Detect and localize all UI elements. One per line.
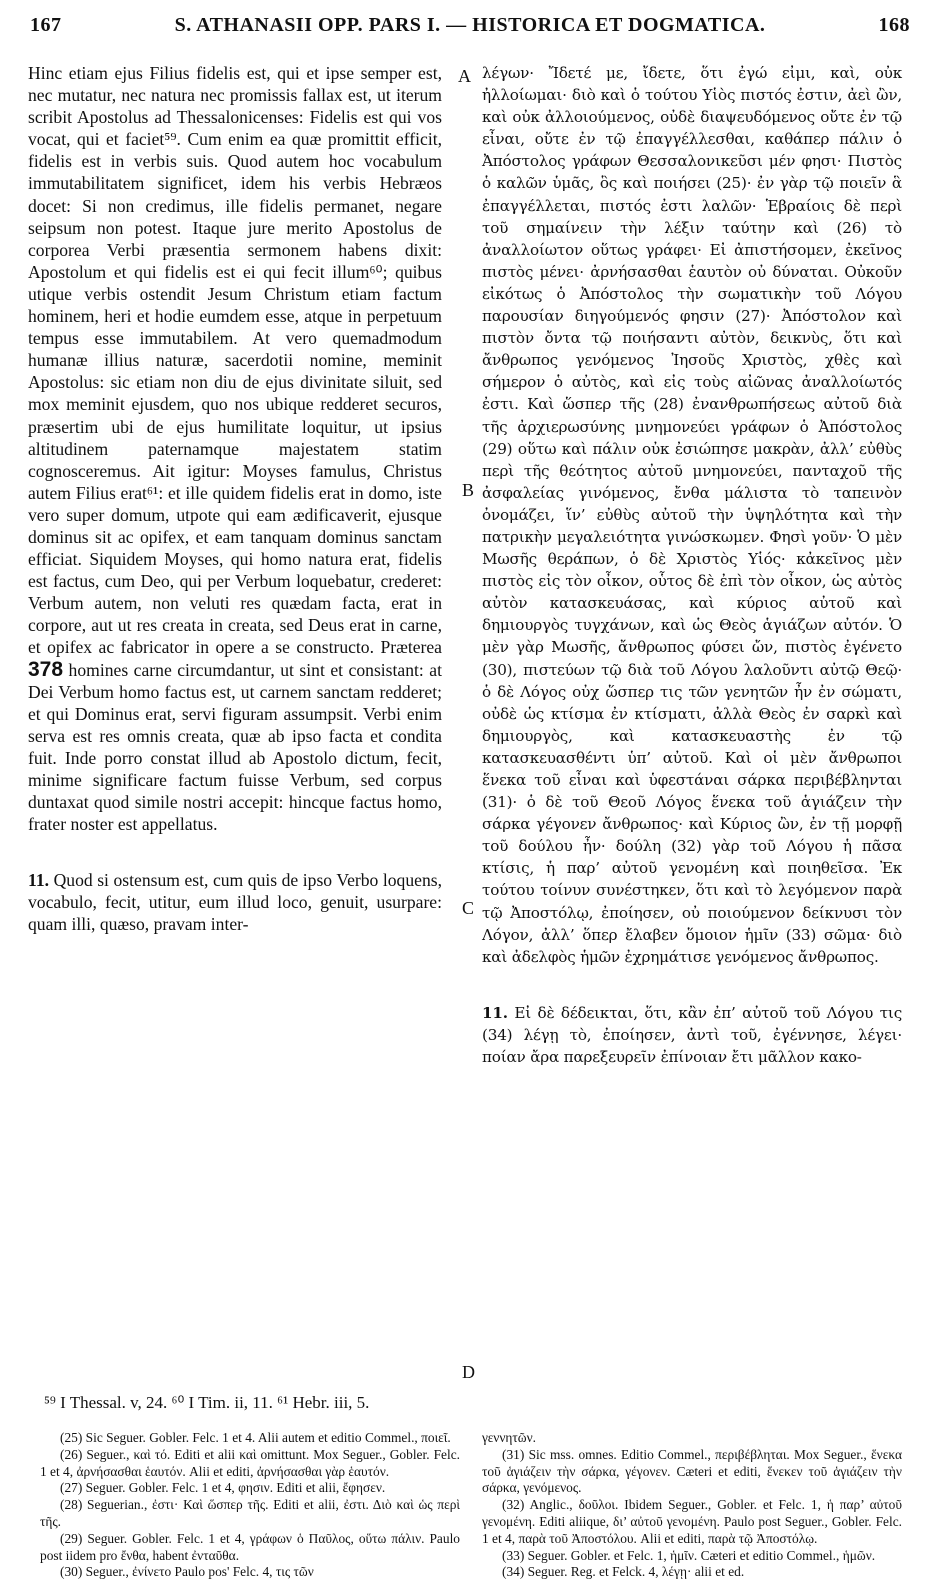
scripture-references: ⁵⁹ I Thessal. v, 24. ⁶⁰ I Tim. ii, 11. ⁶¹ Hebr. iii, 5. xyxy=(44,1393,370,1412)
greek-column xyxy=(482,62,902,1068)
footnote: (25) Sic Seguer. Gobler. Felc. 1 et 4. Alii autem et editio Commel., ποιεῖ. xyxy=(60,1430,451,1445)
greek-section-number: 11. xyxy=(482,1003,508,1022)
margin-marker-a: A xyxy=(458,66,471,86)
margin-marker-d: D xyxy=(462,1362,475,1382)
footnotes-left xyxy=(40,1430,460,1581)
footnote: (29) Seguer. Gobler. Felc. 1 et 4, γράφων ὁ Παῦλος, οὕτω πάλιν. Paulo post iidem pro ἔνθα, habent ἐνταῦθα. xyxy=(40,1530,460,1563)
footnote: (34) Seguer. Reg. et Felck. 4, λέγῃ· alii et ed. xyxy=(502,1564,745,1580)
running-header xyxy=(30,12,910,38)
greek-paragraph-1: λέγων· Ἴδετέ με, ἴδετε, ὅτι ἐγώ εἰμι, καὶ, οὐκ ἠλλοίωμαι· διὸ καὶ ὁ τούτου Υἱὸς πιστός ἐστιν, ἀεὶ ὢν, καὶ οὐκ ἀλλοιούμενος, οὐδὲ διαψευδόμενος οὔτε ἐν τῷ εἶναι, οὔτε ἐν τῷ ἐπαγγέλλεσθαι, καθάπερ πάλιν ὁ Ἀπόστολος γράφων Θεσσαλονικεῦσι μέν φησι· Πιστὸς ὁ καλῶν ὑμᾶς, ὃς καὶ ποιήσει (25)· ἐν γὰρ τῷ ποιεῖν ἃ ἐπαγγέλλεται, πιστός ἐστι λαλῶν· Ἑβραίοις δὲ περὶ τοῦ σημαίνειν τὴν λέξιν ταύτην καὶ (26) τὸ ἀναλλοίωτον οὕτως γράφει· Εἰ ἀπιστήσομεν, ἐκεῖνος πιστὸς μένει· ἀρνήσασθαι ἑαυτὸν οὐ δύναται. Οὐκοῦν εἰκότως ὁ Ἀπόστολος τὴν σωματικὴν τοῦ Λόγου παρουσίαν διηγούμενός φησιν (27)· Ἀπόστολον καὶ πιστὸν ὄντα τῷ ποιήσαντι αὐτὸν, δεικνὺς, ὅτι καὶ ἄνθρωπος γενόμενος Ἰησοῦς Χριστὸς, χθὲς καὶ σήμερον ὁ αὐτὸς, καὶ εἰς τοὺς αἰῶνας ἀναλλοίωτός ἐστι. Καὶ ὥσπερ τῆς (28) ἐνανθρωπήσεως αὐτοῦ διὰ τῆς ἀρχιερωσύνης μνημονεύει γράφων ὁ Ἀπόστολος (29) οὕτω καὶ πάλιν οὐκ ἐσιώπησε μακρὰν, ἀλλ’ εὐθὺς περὶ τῆς θεότητος αὐτοῦ μνημονεύει, πανταχοῦ τῆς ἀσφαλείας γινόμενος, ἔνθα μάλιστα τὸ ταπεινὸν ὀνομάζει, ἵν’ εὐθὺς αὐτοῦ τὴν ὑψηλότητα καὶ τὴν πατρικὴν μεγαλειότητα γινώσκωμεν. Φησὶ γοῦν· Ὁ μὲν Μωσῆς θεράπων, ὁ δὲ Χριστὸς Υἱός· κἀκεῖνος μὲν πιστὸς εἰς τὸν οἶκον, οὗτος δὲ ἐπὶ τὸν οἶκον, ὡς αὐτὸς αὐτὸν κατασκευάσας, καὶ κύριος αὐτοῦ καὶ δημιουργὸς τυγχάνων, καὶ ὡς Θεὸς ἁγιάζων αὐτόν. Ὁ μὲν γὰρ Μωσῆς, ἄνθρωπος φύσει ὤν, πιστὸς ἐγένετο (30), πιστεύων τῷ διὰ τοῦ Λόγου λαλοῦντι αὐτῷ Θεῷ· ὁ δὲ Λόγος οὐχ ὥσπερ τις τῶν γενητῶν ἦν ἐν σώματι, οὐδὲ ὡς κτίσμα ἐν κτίσματι, ἀλλὰ Θεὸς ἐν σαρκὶ καὶ δημιουργὸς, καὶ κατασκευαστὴς ἐν τῷ κατασκευασθέντι ὑπ’ αὐτοῦ. Καὶ οἱ μὲν ἄνθρωποι ἕνεκα τοῦ εἶναι καὶ ὑφεστάναι σάρκα περιβέβληνται (31)· ὁ δὲ τοῦ Θεοῦ Λόγος ἕνεκα τοῦ ἁγιάζειν τὴν σάρκα γέγονεν ἄνθρωπος· καὶ Κύριος ὢν, ἐν τῇ μορφῇ τοῦ δούλου ἦν· δούλη (32) γὰρ τοῦ Λόγου ἡ πᾶσα κτίσις, ἡ παρ’ αὐτοῦ γενομένη καὶ ποιηθεῖσα. Ἐκ τούτου τοίνυν συνέστηκεν, ὅτι καὶ τὸ λεγόμενον παρὰ τῷ Ἀποστόλῳ, ἐποίησεν, οὐ ποιούμενον δείκνυσι τὸν Λόγον, ἀλλ’ ὅπερ ἔλαβεν ὅμοιον ἡμῖν (33) σῶμα· διὸ καὶ ἀδελφὸς ἡμῶν ἐχρημάτισε γενόμενος ἄνθρωπος. xyxy=(482,64,902,966)
footnote: (28) Seguerian., ἐστι· Καὶ ὥσπερ τῆς. Editi et alii, ἐστι. Διὸ καὶ ὡς περὶ τῆς. xyxy=(40,1497,460,1529)
page-number-right: 168 xyxy=(878,14,910,36)
latin-paragraph-1-text: Hinc etiam ejus Filius fidelis est, qui et ipse semper est, nec mutatur, nec natura nec promissis fallax est, ut iterum scribit Apostolus ad Thessalonicenses: Fidelis est qui vos vocat, qui et faciet⁵⁹. Cum enim ea quæ promittit efficit, fidelis est in verbis suis. Quod autem hoc vocabulum immutabilitatem significet, idem his verbis Hebræos docet: Si non credimus, ille fidelis permanet, negare seipsum non potest. Itaque jure merito Apostolus de corporea Verbi præsentia sermonem habens dixit: Apostolum et qui fidelis est ei qui fecit illum⁶⁰; quibus utique verbis ostendit Jesum Christum etiam factum hominem, heri et hodie eumdem esse, atque in perpetuum tempus esse immutabilem. At vero quemadmodum humanæ illius naturæ, sacerdotii nomine, meminit Apostolus: sic etiam non diu de ejus divinitate siluit, sed mox meminit ejusdem, quo nos ubique redderet securos, præsertim ubi de ejus humilitate loquitur, ut ipsius altitudinem paternamque majestatem statim cognosceremus. Ait igitur: Moyses famulus, Christus autem Filius erat⁶¹: et ille quidem fidelis erat in domo, iste vero super domum, utpote qui eam ædificaverit, ejusque dominus sit ac opifex, et eam tanquam dominus sanctam efficiat. Siquidem Moyses, qui homo natura erat, fidelis est factus, cum Deo, qui per Verbum loquebatur, crederet: Verbum autem, non veluti res quædam facta, erat in corpore, aut ut res creata in creata, sed Deus erat in carne, et opifex ac fabricator in opere a se constructo. Præterea xyxy=(28,63,442,658)
footnote: (33) Seguer. Gobler. et Felc. 1, ἡμῖν. Cæteri et editio Commel., ἡμῶν. xyxy=(502,1547,876,1563)
margin-marker-b: B xyxy=(462,480,475,500)
latin-paragraph-2 xyxy=(28,869,442,935)
latin-section-number: 11. xyxy=(28,870,50,891)
page-title: S. ATHANASII OPP. PARS I. — HISTORICA ET DOGMATICA. xyxy=(174,14,766,36)
latin-paragraph-1 xyxy=(28,62,442,835)
footnote: (27) Seguer. Gobler. Felc. 1 et 4, φησιν. Editi et alii, ἔφησεν. xyxy=(60,1480,386,1496)
footnote: (30) Seguer., ἐνίνετο Paulo pos' Felc. 4, τις τῶν xyxy=(60,1564,314,1580)
greek-paragraph-2 xyxy=(482,1002,902,1068)
margin-number: 378 xyxy=(28,657,64,681)
footnotes-right xyxy=(482,1430,902,1581)
page-number-left: 167 xyxy=(30,14,62,36)
footnote: (32) Anglic., δοῦλοι. Ibidem Seguer., Gobler. et Felc. 1, ἡ παρ’ αὐτοῦ γενομένη. Editi aliique, δι’ αὐτοῦ γενομένη. Paulo post Seguer., Gobler. Felc. 1 et 4, παρὰ τοῦ Ἀποστόλου. Alii et editi, παρὰ τῷ Ἀποστόλῳ. xyxy=(482,1497,902,1546)
latin-paragraph-1-end: homines carne circumdantur, ut sint et consistant: at Dei Verbum homo factus est, ut carnem sanctam redderet; et qui Dominus erat, servi figuram assumpsit. Verbi enim serva est res omnis creata, quæ ab ipso facta et condita fuit. Inde porro constat illud ab Apostolo dictum, fecit, minime significare factum fuisse Verbum, sed corpus duntaxat quod simile nostri accepit: hincque factus homo, frater noster est appellatus. xyxy=(28,659,442,835)
footnote: (26) Seguer., καὶ τό. Editi et alii καὶ omittunt. Mox Seguer., Gobler. Felc. 1 et 4, ἀρνήσασθαι ἑαυτόν. Alii et editi, ἀρνήσασθαι γὰρ ἑαυτόν. xyxy=(40,1446,460,1479)
greek-paragraph-2-text: Εἰ δὲ δέδεικται, ὅτι, κἂν ἐπ’ αὐτοῦ τοῦ Λόγου τις (34) λέγῃ τὸ, ἐποίησεν, ἀντὶ τοῦ, ἐγέννησε, λέγει· ποίαν ἄρα παρεξευρεῖν ἐπίνοιαν ἔτι μᾶλλον κακο- xyxy=(482,1003,902,1067)
footnote: γεννητῶν. xyxy=(482,1430,537,1445)
latin-column xyxy=(28,62,442,936)
footnote: (31) Sic mss. omnes. Editio Commel., περιβέβληται. Mox Seguer., ἕνεκα τοῦ ἁγιάζειν τὴν σάρκα, γέγονεν. Cæteri et editi, ἕνεκεν τοῦ ἁγιάζειν τὴν σάρκα, γενόμενος. xyxy=(482,1446,902,1496)
margin-marker-c: C xyxy=(462,898,475,918)
latin-paragraph-2-text: Quod si ostensum est, cum quis de ipso Verbo loquens, vocabulo, fecit, utitur, eum illud loco, genuit, usurpare: quam illi, quæso, pravam inter- xyxy=(28,870,442,935)
